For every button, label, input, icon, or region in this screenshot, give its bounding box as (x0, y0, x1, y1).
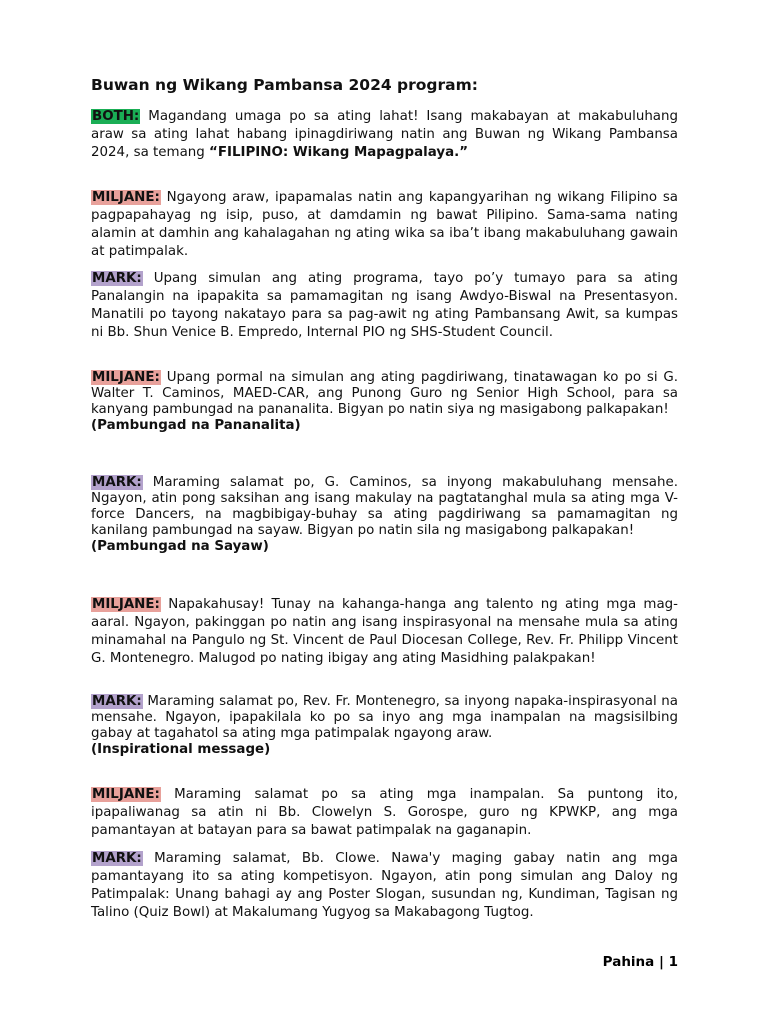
paragraph-text: Maraming salamat, Bb. Clowe. Nawa'y maging gabay natin ang mga pamantayang ito sa ating kompetisyon. Ngayon, atin pong simulan ang Daloy ng Patimpalak: Unang bahagi ay ang Poster Slogan, susundan ng, Kundiman, Tagisan ng Talino (Quiz Bowl) at Makalumang Yugyog sa Makabagong Tugtog. (91, 851, 678, 920)
paragraph-text: Magandang umaga po sa ating lahat! Isang makabayan at makabuluhang araw sa ating lahat habang ipinagdiriwang natin ang Buwan ng Wikang Pambansa 2024, sa temang (91, 109, 678, 160)
speaker-tag-miljane: MILJANE: (92, 597, 160, 612)
paragraph-text: Napakahusay! Tunay na kahanga-hanga ang talento ng ating mga mag-aaral. Ngayon, pakinggan po natin ang isang inspirasyonal na mensahe mula sa ating minamahal na Pangulo ng St. Vincent de Paul Diocesan College, Rev. Fr. Philipp Vincent G. Montenegro. Malugod po nating ibigay ang ating Masidhing palakpakan! (91, 597, 678, 666)
speaker-tag-miljane: MILJANE: (92, 370, 160, 385)
program-note: (Inspirational message) (91, 742, 271, 757)
page-title: Buwan ng Wikang Pambansa 2024 program: (91, 76, 478, 94)
paragraph-miljane (91, 596, 678, 668)
program-note: (Pambungad na Pananalita) (91, 418, 301, 433)
paragraph-miljane (91, 786, 678, 840)
page-number: Pahina | 1 (602, 954, 678, 970)
paragraph-miljane (91, 370, 678, 434)
speaker-tag-both: BOTH: (92, 109, 140, 124)
paragraph-text: Maraming salamat po sa ating mga inampalan. Sa puntong ito, ipapaliwanag sa atin ni Bb. Clowelyn S. Gorospe, guro ng KPWKP, ang mga pamantayan at batayan para sa bawat patimpalak na gaganapin. (91, 787, 678, 838)
paragraph-text: Maraming salamat po, Rev. Fr. Montenegro, sa inyong napaka-inspirasyonal na mensahe. Ngayon, ipapakilala ko po sa inyo ang mga inampalan na magsisilbing gabay at tagahatol sa ating mga patimpalak ngayong araw. (91, 694, 678, 741)
speaker-tag-mark: MARK: (92, 851, 142, 866)
speaker-tag-miljane: MILJANE: (92, 787, 160, 802)
paragraph-mark (91, 475, 678, 555)
paragraph-both (91, 108, 678, 162)
paragraph-miljane (91, 189, 678, 261)
paragraph-text: Upang simulan ang ating programa, tayo po’y tumayo para sa ating Panalangin na ipapakita sa pamamagitan ng isang Awdyo-Biswal na Presentasyon. Manatili po tayong nakatayo para sa pag-awit ng ating Pambansang Awit, sa kumpas ni Bb. Shun Venice B. Empredo, Internal PIO ng SHS-Student Council. (91, 271, 678, 340)
paragraph-mark (91, 694, 678, 758)
paragraph-text: Upang pormal na simulan ang ating pagdiriwang, tinatawagan ko po si G. Walter T. Caminos, MAED-CAR, ang Punong Guro ng Senior High School, para sa kanyang pambungad na pananalita. Bigyan po natin siya ng masigabong palkapakan! (91, 370, 679, 417)
speaker-tag-mark: MARK: (92, 694, 142, 709)
paragraph-mark (91, 850, 678, 922)
speaker-tag-miljane: MILJANE: (92, 190, 160, 205)
paragraph-text: Maraming salamat po, G. Caminos, sa inyong makabuluhang mensahe. Ngayon, atin pong saksihan ang isang makulay na pagtatanghal mula sa ating mga V-force Dancers, na magbibigay-buhay sa ating pagdiriwang sa pamamagitan ng kanilang pambungad na sayaw. Bigyan po natin sila ng masigabong palkapakan! (91, 475, 678, 538)
paragraph-text: Ngayong araw, ipapamalas natin ang kapangyarihan ng wikang Filipino sa pagpapahayag ng isip, puso, at damdamin ng bawat Pilipino. Sama-sama nating alamin at damhin ang kahalagahan ng ating wika sa iba’t ibang makabuluhang gawain at patimpalak. (91, 190, 678, 259)
speaker-tag-mark: MARK: (92, 475, 142, 490)
program-note: (Pambungad na Sayaw) (91, 539, 269, 554)
theme-emphasis: “FILIPINO: Wikang Mapagpalaya.” (209, 145, 469, 160)
speaker-tag-mark: MARK: (92, 271, 142, 286)
paragraph-mark (91, 270, 678, 342)
